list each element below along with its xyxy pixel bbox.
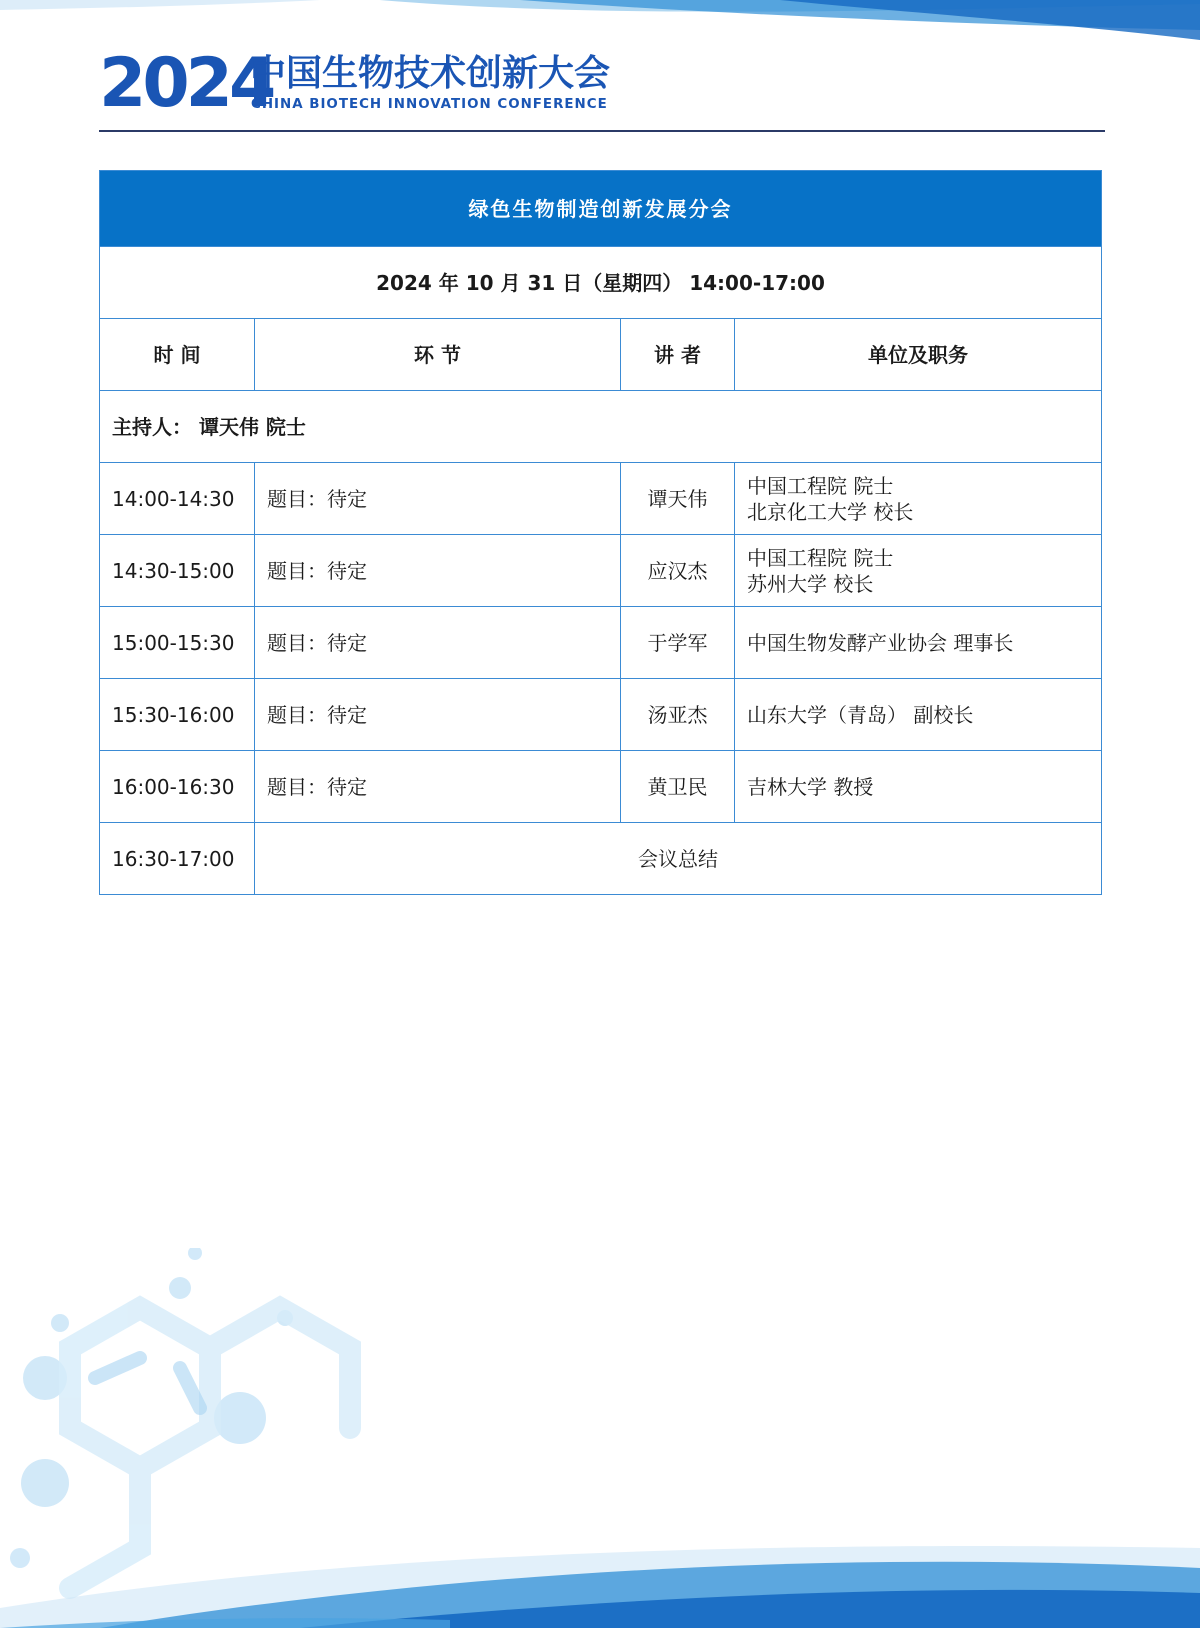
logo-title-en: CHINA BIOTECH INNOVATION CONFERENCE <box>251 97 608 112</box>
table-row <box>100 535 1102 607</box>
closing-label: 会议总结 <box>255 823 1102 895</box>
row-topic: 题目：待定 <box>255 463 621 535</box>
row-affiliation <box>735 463 1102 535</box>
logo-title-cn: 中国生物技术创新大会 <box>250 53 611 94</box>
affiliation-line: 中国工程院 院士 <box>747 545 894 570</box>
session-date-row <box>100 247 1102 319</box>
row-speaker: 于学军 <box>621 607 735 679</box>
session-title: 绿色生物制造创新发展分会 <box>100 171 1102 247</box>
table-row <box>100 751 1102 823</box>
host-label: 主持人： 谭天伟 院士 <box>100 391 1102 463</box>
affiliation-line: 中国工程院 院士 <box>747 473 894 498</box>
row-speaker: 应汉杰 <box>621 535 735 607</box>
row-speaker: 黄卫民 <box>621 751 735 823</box>
row-time: 14:00-14:30 <box>100 463 255 535</box>
table-row <box>100 607 1102 679</box>
column-header-row <box>100 319 1102 391</box>
molecule-wave-decoration <box>0 1248 1200 1628</box>
table-row <box>100 679 1102 751</box>
conference-header <box>99 44 1105 132</box>
table-row <box>100 463 1102 535</box>
closing-time: 16:30-17:00 <box>100 823 255 895</box>
row-time: 15:30-16:00 <box>100 679 255 751</box>
affiliation-line: 北京化工大学 校长 <box>747 499 914 524</box>
row-topic: 题目：待定 <box>255 679 621 751</box>
host-row <box>100 391 1102 463</box>
row-time: 14:30-15:00 <box>100 535 255 607</box>
row-affiliation <box>735 535 1102 607</box>
row-topic: 题目：待定 <box>255 535 621 607</box>
row-time: 15:00-15:30 <box>100 607 255 679</box>
logo-year: 2024 <box>99 44 273 123</box>
row-time: 16:00-16:30 <box>100 751 255 823</box>
column-header-segment: 环 节 <box>255 319 621 391</box>
row-affiliation: 山东大学（青岛） 副校长 <box>735 679 1102 751</box>
row-topic: 题目：待定 <box>255 607 621 679</box>
header-divider <box>99 130 1105 132</box>
row-affiliation: 中国生物发酵产业协会 理事长 <box>735 607 1102 679</box>
affiliation-line: 苏州大学 校长 <box>747 571 874 596</box>
schedule-table <box>99 170 1102 895</box>
row-topic: 题目：待定 <box>255 751 621 823</box>
session-title-row <box>100 171 1102 247</box>
session-date: 2024 年 10 月 31 日（星期四） 14:00-17:00 <box>100 247 1102 319</box>
row-speaker: 汤亚杰 <box>621 679 735 751</box>
row-speaker: 谭天伟 <box>621 463 735 535</box>
row-affiliation: 吉林大学 教授 <box>735 751 1102 823</box>
column-header-speaker: 讲 者 <box>621 319 735 391</box>
column-header-affiliation: 单位及职务 <box>735 319 1102 391</box>
closing-row <box>100 823 1102 895</box>
column-header-time: 时 间 <box>100 319 255 391</box>
top-wave-decoration <box>0 0 1200 50</box>
